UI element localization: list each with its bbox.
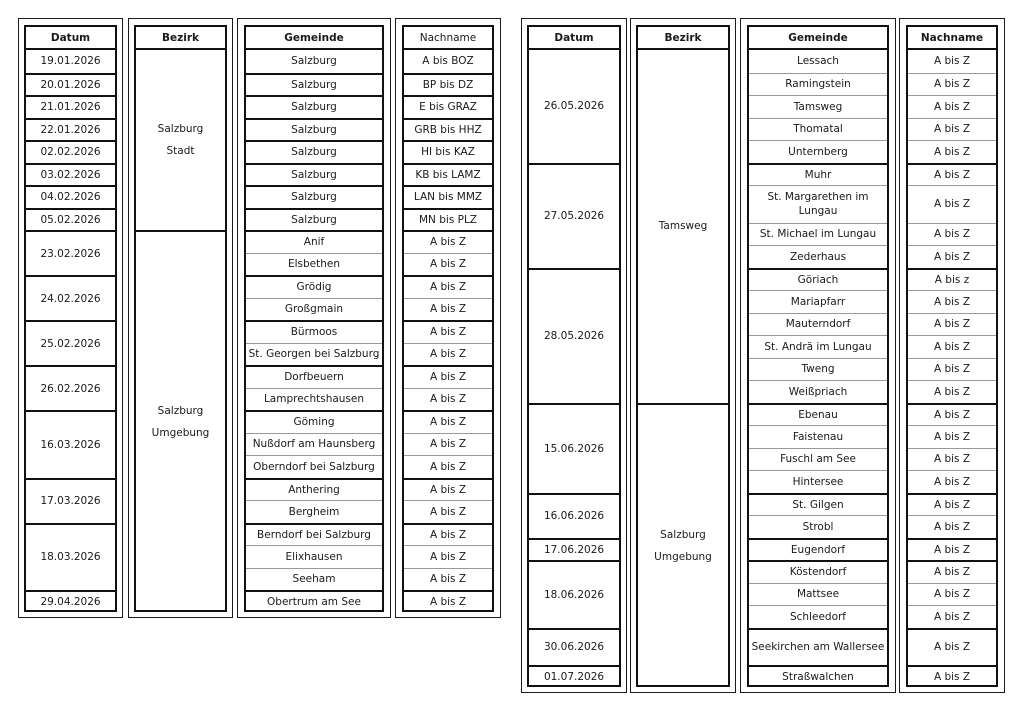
date-cell-text: 03.02.2026	[40, 168, 101, 181]
date-cell-text: 30.06.2026	[543, 641, 605, 654]
date-cell	[529, 493, 619, 538]
nachname-cell-text: A bis Z	[429, 236, 467, 249]
nachname-cell-text: E bis GRAZ	[419, 101, 477, 114]
date-cell-text: 16.03.2026	[40, 438, 101, 451]
date-cell	[26, 523, 115, 591]
nachname-cell	[404, 95, 492, 118]
date-cell-text: 04.02.2026	[40, 191, 101, 204]
right-nachname-header: Nachname	[908, 27, 996, 50]
date-cell-text: 17.03.2026	[40, 495, 101, 507]
date-cell-text: 19.01.2026	[40, 55, 101, 68]
date-cell-text: 27.05.2026	[543, 210, 605, 222]
gemeinde-cell	[246, 73, 382, 96]
nachname-cell	[908, 185, 996, 223]
gemeinde-cell	[246, 478, 382, 501]
nachname-cell-text: A bis Z	[933, 671, 971, 684]
right-bezirk-header: Bezirk	[638, 27, 728, 50]
nachname-cell-text: HI bis KAZ	[421, 146, 475, 159]
left-nachname-frame	[395, 18, 501, 618]
gemeinde-cell	[246, 50, 382, 73]
nachname-cell-text: A bis Z	[429, 550, 467, 563]
nachname-cell-text: A bis Z	[429, 438, 467, 451]
nachname-cell	[908, 73, 996, 96]
date-cell	[26, 95, 115, 118]
date-cell	[26, 478, 115, 523]
left-gemeinde-header: Gemeinde	[246, 27, 382, 50]
nachname-cell-text: A bis Z	[933, 123, 971, 136]
date-cell-text: 18.03.2026	[40, 551, 101, 564]
nachname-cell-text: A bis Z	[933, 498, 971, 511]
nachname-cell	[908, 223, 996, 246]
nachname-cell	[404, 163, 492, 186]
date-cell-text: 24.02.2026	[40, 292, 101, 305]
nachname-cell	[908, 515, 996, 538]
gemeinde-cell	[246, 163, 382, 186]
date-cell-text: 22.01.2026	[40, 123, 101, 136]
nachname-cell	[404, 50, 492, 73]
gemeinde-cell	[246, 230, 382, 253]
nachname-cell	[908, 605, 996, 628]
date-cell	[26, 320, 115, 365]
gemeinde-cell-text: Eugendorf	[790, 543, 846, 556]
gemeinde-cell	[749, 73, 887, 96]
date-cell-text: 17.06.2026	[543, 543, 605, 556]
bezirk-cell	[638, 50, 728, 403]
date-cell-text: 16.06.2026	[543, 510, 605, 522]
nachname-cell	[404, 500, 492, 523]
date-cell-text: 18.06.2026	[543, 588, 605, 601]
nachname-cell-text: BP bis DZ	[422, 78, 474, 91]
right-gemeinde-column	[747, 25, 889, 687]
right-bezirk-column	[636, 25, 730, 687]
gemeinde-cell	[749, 223, 887, 246]
gemeinde-cell	[749, 448, 887, 471]
gemeinde-cell	[246, 545, 382, 568]
nachname-cell-text: A bis Z	[933, 198, 971, 211]
gemeinde-cell	[749, 313, 887, 336]
date-cell-text: 01.07.2026	[543, 671, 605, 684]
bezirk-cell	[136, 230, 225, 613]
gemeinde-cell-text: Salzburg	[291, 213, 337, 226]
gemeinde-cell	[749, 380, 887, 403]
nachname-cell	[404, 478, 492, 501]
gemeinde-cell	[749, 628, 887, 666]
right-datum-column	[527, 25, 621, 687]
gemeinde-cell	[246, 185, 382, 208]
gemeinde-cell-text: Salzburg	[291, 78, 337, 91]
gemeinde-cell	[749, 95, 887, 118]
date-cell	[26, 50, 115, 73]
gemeinde-cell-text: Bergheim	[288, 505, 340, 518]
date-cell	[26, 118, 115, 141]
left-nachname-column	[402, 25, 494, 612]
date-cell-text: 26.05.2026	[543, 100, 605, 113]
gemeinde-cell	[749, 118, 887, 141]
nachname-cell-text: A bis Z	[933, 363, 971, 376]
gemeinde-cell-text: Salzburg	[291, 101, 337, 114]
nachname-cell	[404, 433, 492, 456]
nachname-cell	[404, 230, 492, 253]
nachname-cell	[908, 163, 996, 186]
gemeinde-cell-text: St. Gilgen	[792, 498, 844, 511]
nachname-cell-text: A bis Z	[429, 416, 467, 429]
gemeinde-cell-text: Tamsweg	[793, 100, 843, 113]
nachname-cell-text: A bis Z	[429, 371, 467, 384]
nachname-cell-text: MN bis PLZ	[418, 213, 478, 226]
gemeinde-cell	[749, 358, 887, 381]
gemeinde-cell	[246, 523, 382, 546]
nachname-cell	[404, 208, 492, 231]
nachname-cell	[908, 403, 996, 426]
gemeinde-cell	[246, 320, 382, 343]
gemeinde-cell-text: Strobl	[802, 520, 834, 533]
nachname-cell	[908, 358, 996, 381]
gemeinde-cell	[749, 403, 887, 426]
nachname-cell	[908, 290, 996, 313]
date-cell	[529, 665, 619, 688]
date-cell	[26, 163, 115, 186]
gemeinde-cell	[749, 493, 887, 516]
nachname-cell	[908, 380, 996, 403]
gemeinde-cell-text: St. Georgen bei Salzburg	[248, 348, 380, 361]
gemeinde-cell-text: Köstendorf	[789, 566, 847, 579]
nachname-cell-text: A bis Z	[429, 326, 467, 339]
date-cell-text: 26.02.2026	[40, 382, 101, 395]
nachname-cell	[908, 335, 996, 358]
gemeinde-cell	[749, 50, 887, 73]
nachname-cell-text: LAN bis MMZ	[413, 191, 483, 204]
date-cell-text: 21.01.2026	[40, 101, 101, 114]
gemeinde-cell-text: Lamprechtshausen	[263, 393, 365, 406]
gemeinde-cell	[246, 275, 382, 298]
gemeinde-cell	[749, 245, 887, 268]
gemeinde-cell	[749, 335, 887, 358]
gemeinde-cell	[246, 365, 382, 388]
bezirk-cell-text: Salzburg	[157, 405, 204, 418]
nachname-cell-text: A bis Z	[933, 641, 971, 654]
nachname-cell	[404, 298, 492, 321]
right-nachname-column	[906, 25, 998, 687]
nachname-cell-text: A bis Z	[933, 145, 971, 158]
date-cell	[26, 73, 115, 96]
date-cell-text: 29.04.2026	[40, 596, 101, 609]
nachname-cell	[404, 185, 492, 208]
nachname-cell-text: A bis Z	[429, 483, 467, 496]
date-cell	[26, 365, 115, 410]
gemeinde-cell	[246, 568, 382, 591]
nachname-cell-text: A bis Z	[933, 385, 971, 398]
gemeinde-cell-text: St. Michael im Lungau	[759, 228, 877, 241]
gemeinde-cell-text: Salzburg	[291, 123, 337, 136]
nachname-cell-text: A bis z	[934, 273, 970, 286]
date-cell	[26, 275, 115, 320]
nachname-cell	[404, 73, 492, 96]
gemeinde-cell	[749, 425, 887, 448]
nachname-cell-text: A bis Z	[933, 610, 971, 623]
gemeinde-cell	[246, 298, 382, 321]
gemeinde-cell	[749, 560, 887, 583]
right-nachname-frame	[899, 18, 1005, 693]
nachname-cell-text: A bis Z	[933, 228, 971, 241]
left-nachname-header: Nachname	[404, 27, 492, 50]
nachname-cell	[908, 140, 996, 163]
right-datum-header: Datum	[529, 27, 619, 50]
gemeinde-cell-text: Seeham	[292, 573, 336, 586]
nachname-cell	[404, 320, 492, 343]
nachname-cell	[404, 275, 492, 298]
gemeinde-cell	[246, 388, 382, 411]
gemeinde-cell-text: Schleedorf	[789, 610, 847, 623]
bezirk-cell-text: Tamsweg	[658, 220, 708, 233]
gemeinde-cell-text: Göriach	[797, 273, 839, 286]
gemeinde-cell-text: Ebenau	[798, 408, 838, 421]
nachname-cell	[908, 425, 996, 448]
left-datum-header: Datum	[26, 27, 115, 50]
nachname-cell-text: A bis Z	[429, 528, 467, 541]
date-cell-text: 15.06.2026	[543, 442, 605, 455]
date-cell	[26, 185, 115, 208]
nachname-cell	[404, 410, 492, 433]
gemeinde-cell	[749, 538, 887, 561]
gemeinde-cell	[749, 290, 887, 313]
gemeinde-cell-text: Fuschl am See	[780, 453, 856, 466]
nachname-cell	[908, 448, 996, 471]
nachname-cell-text: A bis Z	[429, 505, 467, 518]
gemeinde-cell-text: Salzburg	[291, 191, 337, 204]
nachname-cell-text: A bis Z	[933, 453, 971, 466]
nachname-cell	[404, 545, 492, 568]
nachname-cell-text: A bis Z	[933, 78, 971, 91]
date-cell	[26, 140, 115, 163]
nachname-cell	[908, 470, 996, 493]
nachname-cell	[404, 343, 492, 366]
gemeinde-cell	[246, 208, 382, 231]
bezirk-cell	[136, 50, 225, 230]
gemeinde-cell-text: Anif	[303, 236, 325, 249]
date-cell-text: 05.02.2026	[40, 213, 101, 226]
gemeinde-cell	[246, 118, 382, 141]
date-cell-text: 25.02.2026	[40, 337, 101, 350]
nachname-cell	[908, 583, 996, 606]
bezirk-cell-text: Stadt	[166, 145, 195, 157]
gemeinde-cell-text: Zederhaus	[789, 250, 847, 263]
nachname-cell-text: A bis Z	[933, 318, 971, 331]
bezirk-cell-text: Salzburg	[660, 529, 706, 541]
nachname-cell-text: A bis Z	[429, 596, 467, 609]
gemeinde-cell-text: Faistenau	[792, 430, 844, 443]
gemeinde-cell	[749, 163, 887, 186]
gemeinde-cell-text: Seekirchen am Wallersee	[751, 641, 885, 654]
gemeinde-cell-text: Tweng	[801, 363, 835, 376]
nachname-cell-text: A bis Z	[429, 281, 467, 294]
date-cell	[529, 50, 619, 163]
gemeinde-cell	[246, 253, 382, 276]
nachname-cell-text: A bis Z	[933, 543, 971, 556]
gemeinde-cell	[749, 665, 887, 688]
gemeinde-cell-text: Mattsee	[796, 588, 840, 601]
nachname-cell-text: A bis Z	[933, 295, 971, 308]
date-cell	[529, 560, 619, 628]
bezirk-cell-text: Umgebung	[151, 427, 210, 440]
right-datum-frame	[521, 18, 627, 693]
nachname-cell-text: A bis Z	[933, 100, 971, 113]
nachname-cell	[404, 590, 492, 613]
right-gemeinde-frame	[740, 18, 896, 693]
nachname-cell	[404, 365, 492, 388]
gemeinde-cell-text: Oberndorf bei Salzburg	[253, 460, 375, 473]
left-bezirk-frame	[128, 18, 233, 618]
nachname-cell	[908, 665, 996, 688]
nachname-cell-text: A bis Z	[933, 408, 971, 421]
date-cell	[529, 163, 619, 268]
gemeinde-cell	[749, 583, 887, 606]
left-bezirk-column	[134, 25, 227, 612]
gemeinde-cell-text: Anthering	[288, 483, 340, 496]
gemeinde-cell-text: Grödig	[296, 281, 332, 294]
nachname-cell	[404, 523, 492, 546]
gemeinde-cell	[749, 140, 887, 163]
nachname-cell-text: A bis Z	[933, 340, 971, 353]
nachname-cell	[404, 118, 492, 141]
gemeinde-cell-text: Göming	[293, 416, 335, 429]
gemeinde-cell-text: Salzburg	[291, 146, 337, 159]
gemeinde-cell-text: Hintersee	[792, 475, 844, 488]
nachname-cell	[908, 493, 996, 516]
nachname-cell-text: A bis Z	[933, 588, 971, 601]
nachname-cell-text: A bis Z	[429, 258, 467, 271]
gemeinde-cell-text: Straßwalchen	[782, 671, 854, 684]
gemeinde-cell-text: Berndorf bei Salzburg	[257, 528, 371, 541]
nachname-cell-text: A bis Z	[429, 460, 467, 473]
gemeinde-cell	[246, 455, 382, 478]
gemeinde-cell-text: Elsbethen	[287, 258, 341, 271]
nachname-cell	[404, 455, 492, 478]
gemeinde-cell-text: St. Margarethen im Lungau	[767, 191, 869, 218]
nachname-cell-text: A bis Z	[933, 566, 971, 579]
nachname-cell-text: A bis Z	[933, 520, 971, 533]
date-cell	[26, 410, 115, 478]
date-cell	[529, 628, 619, 666]
nachname-cell	[404, 253, 492, 276]
gemeinde-cell	[749, 185, 887, 223]
nachname-cell-text: A bis Z	[429, 573, 467, 586]
gemeinde-cell-text: Salzburg	[291, 55, 337, 68]
gemeinde-cell	[246, 590, 382, 613]
nachname-cell-text: A bis BOZ	[422, 55, 474, 68]
gemeinde-cell	[246, 500, 382, 523]
gemeinde-cell	[749, 605, 887, 628]
nachname-cell-text: A bis Z	[429, 393, 467, 406]
nachname-cell-text: A bis Z	[933, 250, 971, 263]
gemeinde-cell-text: Nußdorf am Haunsberg	[252, 438, 376, 451]
gemeinde-cell	[246, 95, 382, 118]
nachname-cell	[908, 95, 996, 118]
gemeinde-cell	[749, 515, 887, 538]
nachname-cell-text: A bis Z	[933, 475, 971, 488]
nachname-cell	[908, 560, 996, 583]
gemeinde-cell-text: Großgmain	[284, 303, 344, 316]
gemeinde-cell-text: Bürmoos	[290, 326, 338, 339]
left-datum-frame	[18, 18, 123, 618]
date-cell	[529, 538, 619, 561]
date-cell-text: 20.01.2026	[40, 78, 101, 91]
gemeinde-cell-text: Weißpriach	[788, 385, 848, 398]
left-datum-column	[24, 25, 117, 612]
nachname-cell-text: A bis Z	[429, 348, 467, 361]
left-gemeinde-frame	[237, 18, 391, 618]
bezirk-cell-text: Umgebung	[654, 551, 712, 563]
nachname-cell-text: A bis Z	[933, 168, 971, 181]
date-cell	[529, 268, 619, 403]
right-gemeinde-header: Gemeinde	[749, 27, 887, 50]
bezirk-cell-text: Salzburg	[157, 123, 204, 135]
nachname-cell	[908, 118, 996, 141]
gemeinde-cell-text: Mariapfarr	[790, 295, 846, 308]
left-gemeinde-column	[244, 25, 384, 612]
date-cell	[529, 403, 619, 493]
gemeinde-cell	[246, 410, 382, 433]
gemeinde-cell-text: Thomatal	[793, 123, 843, 136]
nachname-cell	[908, 538, 996, 561]
nachname-cell	[908, 628, 996, 666]
date-cell-text: 28.05.2026	[543, 330, 605, 342]
date-cell	[26, 230, 115, 275]
gemeinde-cell-text: Muhr	[804, 168, 832, 181]
gemeinde-cell-text: Lessach	[797, 55, 839, 68]
nachname-cell	[404, 388, 492, 411]
date-cell	[26, 590, 115, 613]
date-cell	[26, 208, 115, 231]
gemeinde-cell	[246, 140, 382, 163]
gemeinde-cell-text: Dorfbeuern	[284, 371, 344, 384]
gemeinde-cell-text: Salzburg	[291, 168, 337, 181]
nachname-cell-text: GRB bis HHZ	[414, 123, 482, 136]
gemeinde-cell-text: Ramingstein	[785, 78, 851, 91]
nachname-cell	[908, 245, 996, 268]
gemeinde-cell-text: Obertrum am See	[267, 596, 361, 609]
nachname-cell	[908, 313, 996, 336]
nachname-cell-text: A bis Z	[429, 303, 467, 316]
nachname-cell-text: A bis Z	[933, 430, 971, 443]
date-cell-text: 23.02.2026	[40, 247, 101, 260]
date-cell-text: 02.02.2026	[40, 146, 101, 159]
gemeinde-cell	[246, 433, 382, 456]
gemeinde-cell-text: St. Andrä im Lungau	[764, 340, 872, 353]
gemeinde-cell	[749, 470, 887, 493]
bezirk-cell	[638, 403, 728, 688]
right-bezirk-frame	[630, 18, 736, 693]
gemeinde-cell	[749, 268, 887, 291]
nachname-cell	[908, 268, 996, 291]
nachname-cell-text: A bis Z	[933, 55, 971, 68]
gemeinde-cell-text: Mauterndorf	[785, 318, 851, 331]
nachname-cell	[908, 50, 996, 73]
nachname-cell-text: KB bis LAMZ	[415, 168, 481, 181]
nachname-cell	[404, 568, 492, 591]
gemeinde-cell	[246, 343, 382, 366]
gemeinde-cell-text: Unternberg	[788, 145, 848, 158]
gemeinde-cell-text: Elixhausen	[285, 550, 343, 563]
nachname-cell	[404, 140, 492, 163]
left-bezirk-header: Bezirk	[136, 27, 225, 50]
